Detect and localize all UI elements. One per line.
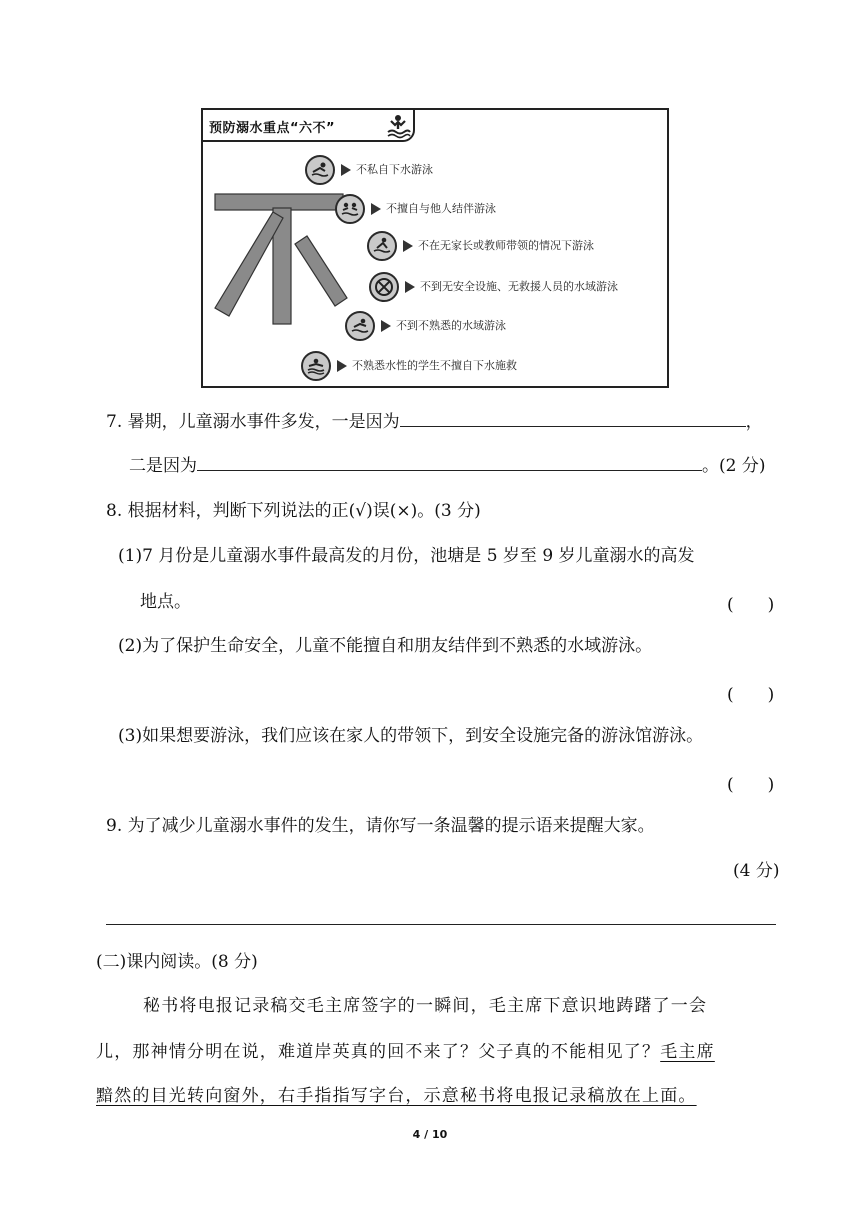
swimmer-icon bbox=[305, 155, 335, 185]
answer-paren-8-3[interactable]: ( ) bbox=[727, 775, 775, 795]
arrow-icon bbox=[371, 203, 381, 215]
arrow-icon bbox=[381, 320, 391, 332]
drowning-prevention-infographic bbox=[201, 108, 669, 388]
answer-line-9[interactable] bbox=[106, 924, 776, 925]
arrow-icon bbox=[337, 360, 347, 372]
rescue-swimmer-icon bbox=[301, 351, 331, 381]
question-7-comma: ， bbox=[745, 412, 763, 432]
question-8-item-2: (2)为了保护生命安全，儿童不能擅自和朋友结伴到不熟悉的水域游泳。 bbox=[118, 636, 653, 656]
arrow-icon bbox=[341, 164, 351, 176]
passage-line-2-underlined: 毛主席 bbox=[660, 1042, 715, 1062]
no-swimming-icon bbox=[369, 272, 399, 302]
question-7-line-1 bbox=[106, 410, 763, 434]
question-8-item-1-line-1: (1)7 月份是儿童溺水事件最高发的月份，池塘是 5 岁至 9 岁儿童溺水的高发 bbox=[118, 546, 695, 566]
passage-line-1: 秘书将电报记录稿交毛主席签字的一瞬间，毛主席下意识地踌躇了一会 bbox=[143, 996, 708, 1016]
section-2-heading: (二)课内阅读。(8 分) bbox=[96, 952, 258, 972]
question-8-prompt: 8. 根据材料，判断下列说法的正(√)误(×)。(3 分) bbox=[106, 501, 481, 521]
question-7-score: 。(2 分) bbox=[702, 456, 766, 476]
question-9-score: (4 分) bbox=[733, 861, 780, 881]
drowning-person-icon bbox=[385, 113, 411, 139]
answer-paren-8-2[interactable]: ( ) bbox=[727, 685, 775, 705]
infographic-header bbox=[203, 110, 415, 142]
arrow-icon bbox=[405, 281, 415, 293]
question-7-text-1: 7. 暑期，儿童溺水事件多发，一是因为 bbox=[106, 412, 400, 432]
rule-text-4: 不到无安全设施、无救援人员的水域游泳 bbox=[420, 280, 618, 293]
question-8-item-3: (3)如果想要游泳，我们应该在家人的带领下，到安全设施完备的游泳馆游泳。 bbox=[118, 726, 704, 746]
page-number: 4 / 10 bbox=[412, 1128, 448, 1141]
child-swimmer-icon bbox=[367, 231, 397, 261]
rule-text-2: 不擅自与他人结伴游泳 bbox=[386, 202, 496, 215]
diver-icon bbox=[345, 311, 375, 341]
arrow-icon bbox=[403, 240, 413, 252]
answer-blank-7b[interactable] bbox=[197, 454, 702, 471]
rule-text-1: 不私自下水游泳 bbox=[356, 163, 433, 176]
passage-line-2-text: 儿，那神情分明在说，难道岸英真的回不来了？父子真的不能相见了？ bbox=[96, 1042, 661, 1062]
rule-text-3: 不在无家长或教师带领的情况下游泳 bbox=[418, 239, 594, 252]
question-8-item-1-line-2: 地点。 bbox=[140, 592, 191, 612]
answer-blank-7a[interactable] bbox=[400, 410, 746, 427]
passage-line-2 bbox=[96, 1040, 715, 1064]
question-7-line-2 bbox=[129, 454, 765, 478]
rule-text-5: 不到不熟悉的水域游泳 bbox=[396, 319, 506, 332]
group-swimmers-icon bbox=[335, 194, 365, 224]
question-7-text-2: 二是因为 bbox=[129, 456, 197, 476]
question-9-prompt: 9. 为了减少儿童溺水事件的发生，请你写一条温馨的提示语来提醒大家。 bbox=[106, 816, 655, 836]
infographic-title: 预防溺水重点“六不” bbox=[209, 121, 336, 136]
answer-paren-8-1[interactable]: ( ) bbox=[727, 595, 775, 615]
rule-text-6: 不熟悉水性的学生不擅自下水施救 bbox=[352, 359, 517, 372]
passage-line-3-underlined: 黯然的目光转向窗外，右手指指写字台，示意秘书将电报记录稿放在上面。 bbox=[96, 1086, 697, 1106]
